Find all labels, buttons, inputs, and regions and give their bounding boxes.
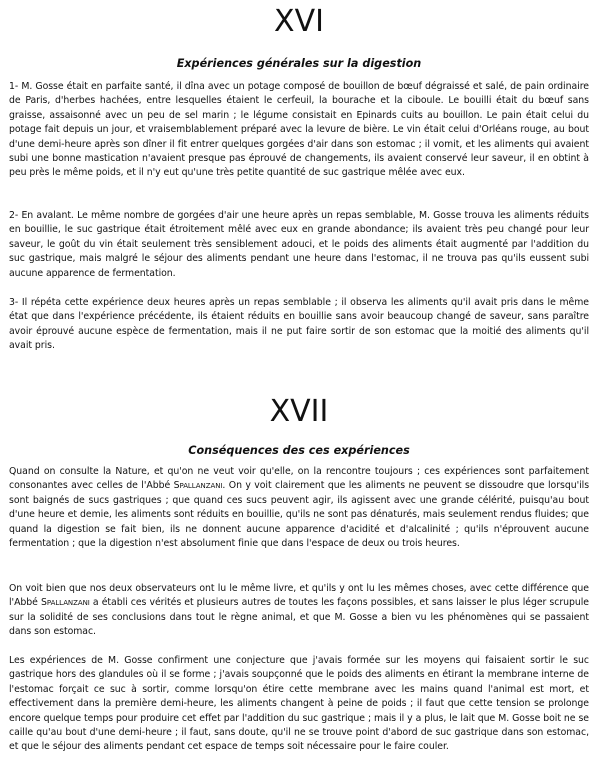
paragraph: Les expériences de M. Gosse confirment une conjecture que j'avais formée sur les moyens qui faisaient sortir le suc gastrique hors des glandules où il se forme ; j'avais soupçonné que le poids des aliments en étirant la membrane interne de l'estomac forçait ce suc à sortir, comme lorsqu'on étire cette membrane avec les mains quand l'animal est mort, et effectivement dans la première demi-heure, les aliments changent à peine de poids ; il faut que cette tension se prolonge encore quelque temps pour produire cet effet par l'addition du suc gastrique ; mais il y a plus, le lait que M. Gosse boit ne se caille qu'au bout d'une demi-heure ; il faut, sans doute, qu'il ne se trouve point d'abord de suc gastrique dans son estomac, et que le séjour des aliments pendant cet espace de temps soit nécessaire pour le faire couler. xyxy=(9,655,589,753)
chapter-title: Expériences générales sur la digestion xyxy=(176,57,422,70)
paragraph xyxy=(9,582,589,640)
author-name: Spallanzani xyxy=(40,597,90,609)
paragraph-text: Quand on consulte la Nature, et qu'on ne veut voir qu'elle, on la rencontre toujours ; ces expériences sont parfaitement consonantes avec celles de l'Abbé xyxy=(9,466,589,492)
paragraph: 2- En avalant. Le même nombre de gorgées d'air une heure après un repas semblable, M. Gosse trouva les aliments réduits en bouillie, le suc gastrique était étroitement mêlé avec eux en grande abondance; ils avaient très peu changé pour leur saveur, le goût du vin était seulement très sensiblement adouci, et le poids des aliments était augmenté par l'addition du suc gastrique, mais malgré le séjour des aliments pendant une heure dans l'estomac, il ne trouva pas qu'ils eussent subi aucune apparence de fermentation. xyxy=(9,210,589,279)
paragraph: 3- Il répéta cette expérience deux heures après un repas semblable ; il observa les aliments qu'il avait pris dans le même état que dans l'expérience précédente, ils étaient réduits en bouillie sans avoir beaucoup changé de saveur, sans paraître avoir éprouvé aucune espèce de fermentation, mais il ne put faire sortir de son estomac que la moitié des aliments qu'il avait pris. xyxy=(9,297,589,352)
paragraph: 1- M. Gosse était en parfaite santé, il dîna avec un potage composé de bouillon de bœuf dégraissé et salé, de pain ordinaire de Paris, d'herbes hachées, entre lesquelles étaient le cerfeuil, la bourache et la ciboule. Le bouilli était du bœuf sans graisse, assaisonné avec un peu de sel marin ; le légume consistait en Epinards cuits au bouillon. Le pain était celui du potage fait depuis un jour, et vraisemblablement préparé avec la levure de bière. Le vin était celui d'Orléans rouge, au bout d'une demi-heure après son dîner il fit entrer quelques gorgées d'air dans son estomac ; il vomit, et les aliments qui avaient subi une bonne mastication n'avaient presque pas éprouvé de changements, ils avaient conservé leur saveur, il en obtint à peu près le même poids, et il n'y eut qu'une très petite quantité de suc gastrique mêlée avec eux. xyxy=(9,81,589,179)
chapter-number: XVII xyxy=(269,394,329,429)
paragraph-text: . On y voit clairement que les aliments ne peuvent se dissoudre que lorsqu'ils sont baignés de sucs gastriques ; que quand ces sucs peuvent agir, ils agissent avec une grande célérité, puisqu'au bout d'une heure et demie, les aliments sont réduits en bouillie, qu'ils ne sont pas dénaturés, mais seulement rendus fluides; que quand la digestion se fait bien, ils ne donnent aucune apparence d'acidité et d'alcalinité ; qu'ils n'éprouvent aucune fermentation ; que la digestion n'est absolument finie que dans l'espace de deux ou trois heures. xyxy=(9,480,590,550)
chapter-title: Conséquences des ces expériences xyxy=(188,444,410,457)
paragraph xyxy=(9,465,589,551)
author-name: Spallanzani xyxy=(173,480,223,492)
paragraph-text: On voit bien que nos deux observateurs ont lu le même livre, et qu'ils y ont lu les mêmes choses, avec cette différence que l'Abbé xyxy=(9,583,589,609)
chapter-number: XVI xyxy=(274,4,324,39)
paragraph-text: a établi ces vérités et plusieurs autres de toutes les façons possibles, et sans laisser le plus léger scrupule sur la solidité de ses conclusions dans tout le règne animal, et que M. Gosse a bien vu les phénomènes qui se passaient dans son estomac. xyxy=(9,597,589,638)
